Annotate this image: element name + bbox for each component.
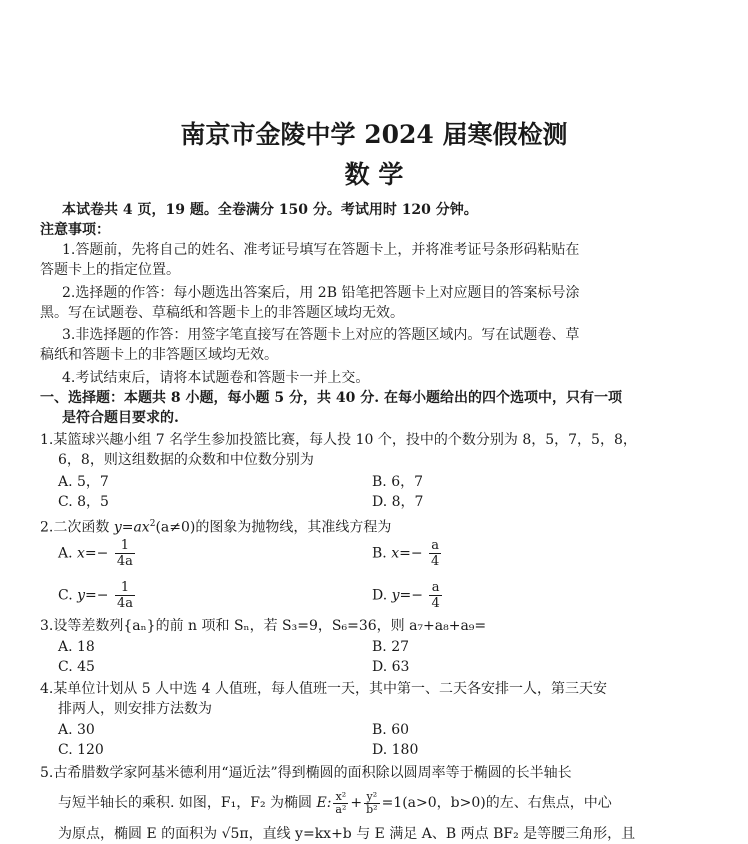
q4-stem-line-1: 4.某单位计划从 5 人中选 4 人值班，每人值班一天，其中第一、二天各安排一人，第三天安 <box>40 681 607 697</box>
q2-stem-cond: (a≠0) <box>155 519 196 536</box>
q2-option-b <box>372 538 443 569</box>
q5-line2-prefix: 与短半轴长的乘积. 如图，F₁，F₂ 为椭圆 <box>58 795 313 811</box>
q2-option-c-lhs: y=− <box>77 587 109 604</box>
q5-fraction-y <box>364 791 379 816</box>
q3-option-c: C. 45 <box>58 659 95 675</box>
q2-option-b-lhs: x=− <box>391 545 423 562</box>
q1-option-a: A. 5，7 <box>58 474 109 490</box>
exam-subject: 数 学 <box>344 160 404 189</box>
notice-item-4: 4.考试结束后，请将本试题卷和答题卡一并上交。 <box>62 370 370 386</box>
q2-option-d-label: D. <box>372 587 388 604</box>
q2-option-c <box>58 580 137 611</box>
q4-option-c: C. 120 <box>58 742 104 758</box>
notice-item-3-line-2: 稿纸和答题卡上的非答题区域均无效。 <box>40 347 278 363</box>
notice-item-1-line-2: 答题卡上的指定位置。 <box>40 262 180 278</box>
q2-option-b-numerator: a <box>429 538 441 554</box>
q2-option-a <box>58 538 137 569</box>
q2-option-c-numerator: 1 <box>115 580 135 596</box>
q2-option-c-label: C. <box>58 587 73 604</box>
section1-heading-line-1: 一、选择题：本题共 8 小题，每小题 5 分，共 40 分. 在每小题给出的四个选项中，只有一项 <box>40 390 622 406</box>
q2-option-a-denominator: 4a <box>116 554 133 569</box>
q2-option-d-lhs: y=− <box>391 587 424 604</box>
q1-option-c: C. 8，5 <box>58 494 109 510</box>
q2-option-a-numerator: 1 <box>115 538 135 554</box>
notice-heading: 注意事项： <box>40 222 110 238</box>
q2-stem-suffix: 的图象为抛物线，其准线方程为 <box>195 519 392 536</box>
q2-option-b-denominator: 4 <box>431 554 440 569</box>
q5-plus-sign: + <box>350 795 363 811</box>
q3-option-a: A. 18 <box>58 639 95 655</box>
q1-option-d: D. 8，7 <box>372 494 424 510</box>
section1-heading-line-2: 是符合题目要求的. <box>62 410 179 426</box>
q2-option-a-lhs: x=− <box>77 545 109 562</box>
q1-stem-line-1: 1.某篮球兴趣小组 7 名学生参加投篮比赛，每人投 10 个，投中的个数分别为 8，5，7，5，8， <box>40 432 637 448</box>
q4-option-d: D. 180 <box>372 742 419 758</box>
q5-fraction-y-numerator: y² <box>364 791 379 804</box>
q2-option-a-label: A. <box>58 545 73 562</box>
q5-fraction-x <box>333 791 348 816</box>
q1-option-b: B. 6，7 <box>372 474 424 490</box>
q2-stem <box>40 514 391 538</box>
notice-item-2-line-2: 黑。写在试题卷、草稿纸和答题卡上的非答题区域均无效。 <box>40 305 404 321</box>
q3-stem: 3.设等差数列{aₙ}的前 n 项和 Sₙ，若 S₃=9，S₆=36，则 a₇+a₈+a₉= <box>40 618 487 634</box>
q2-stem-prefix: 2.二次函数 <box>40 519 110 536</box>
q5-stem-line-1: 5.古希腊数学家阿基米德利用“逼近法”得到椭圆的面积除以圆周率等于椭圆的长半轴长 <box>40 765 572 781</box>
q3-option-b: B. 27 <box>372 639 410 655</box>
q1-stem-line-2: 6，8，则这组数据的众数和中位数分别为 <box>58 452 314 468</box>
q2-stem-exp: 2 <box>149 519 156 529</box>
q5-fraction-x-denominator: a² <box>335 802 347 816</box>
q2-option-a-fraction <box>115 538 135 569</box>
exam-info: 本试卷共 4 页，19 题。全卷满分 150 分。考试用时 120 分钟。 <box>62 202 478 218</box>
q5-line2-suffix: =1(a>0，b>0)的左、右焦点，中心 <box>381 795 612 811</box>
q2-option-d-denominator: 4 <box>431 596 440 611</box>
q2-option-b-label: B. <box>372 545 387 562</box>
q5-fraction-x-numerator: x² <box>333 791 348 804</box>
q2-stem-func: y=ax <box>113 519 150 536</box>
q5-stem-line-3: 为原点，椭圆 E 的面积为 √5π，直线 y=kx+b 与 E 满足 A、B 两点 BF₂ 是等腰三角形，且 <box>58 826 636 842</box>
q5-ellipse-label: E: <box>316 795 332 811</box>
q2-option-c-denominator: 4a <box>116 596 133 611</box>
q3-option-d: D. 63 <box>372 659 410 675</box>
notice-item-1-line-1: 1.答题前，先将自己的姓名、准考证号填写在答题卡上，并将准考证号条形码粘贴在 <box>62 242 580 258</box>
exam-title: 南京市金陵中学 2024 届寒假检测 <box>180 120 568 149</box>
q2-option-c-fraction <box>115 580 135 611</box>
notice-item-2-line-1: 2.选择题的作答：每小题选出答案后，用 2B 铅笔把答题卡上对应题目的答案标号涂 <box>62 285 580 301</box>
q2-option-b-fraction <box>429 538 441 569</box>
q4-option-a: A. 30 <box>58 722 95 738</box>
q2-option-d-numerator: a <box>429 580 441 596</box>
q4-stem-line-2: 排两人，则安排方法数为 <box>58 701 212 717</box>
q5-fraction-y-denominator: b² <box>366 802 378 816</box>
notice-item-3-line-1: 3.非选择题的作答：用签字笔直接写在答题卡上对应的答题区域内。写在试题卷、草 <box>62 327 580 343</box>
q4-option-b: B. 60 <box>372 722 410 738</box>
q2-option-d-fraction <box>429 580 441 611</box>
q2-option-d <box>372 580 444 611</box>
q5-stem-line-2 <box>58 788 612 818</box>
